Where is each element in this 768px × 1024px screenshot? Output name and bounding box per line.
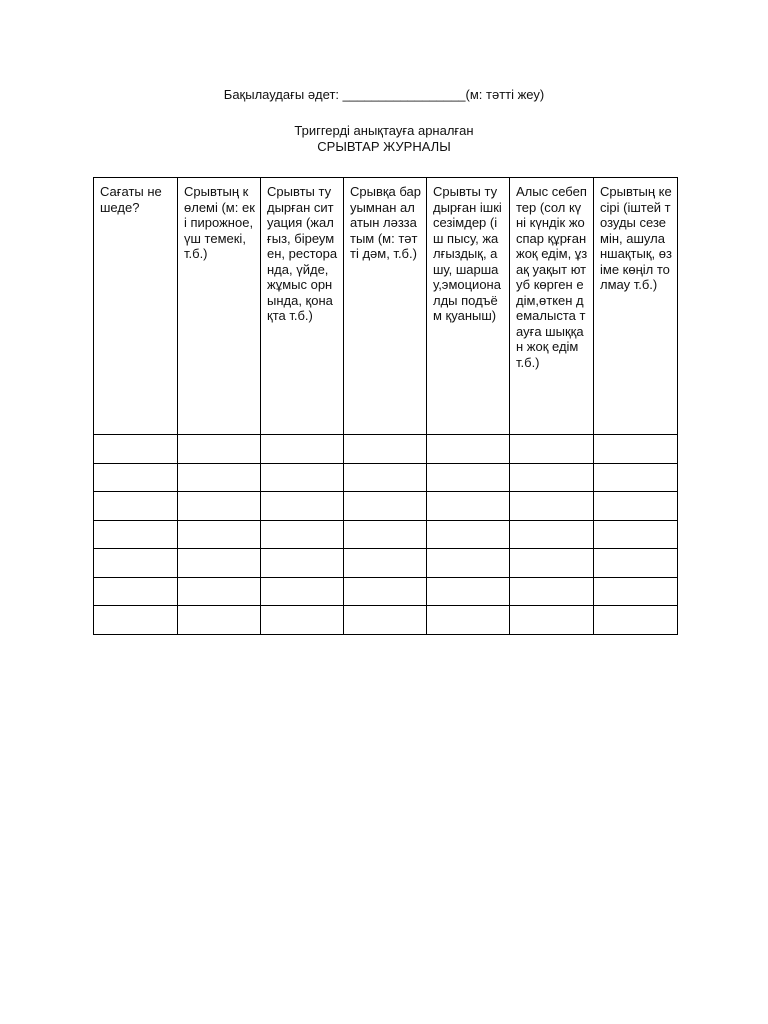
table-cell <box>594 549 678 578</box>
table-cell <box>427 577 510 606</box>
table-row <box>94 577 678 606</box>
table-cell <box>261 520 344 549</box>
table-cell <box>344 606 427 635</box>
table-row <box>94 520 678 549</box>
column-header-situation: Срывты тудырған ситуация (жалғыз, біреумен, ресторанда, үйде, жұмыс орнында, қонақта т.б.) <box>261 178 344 435</box>
table-header-row <box>94 178 678 435</box>
table-cell <box>594 577 678 606</box>
table-cell <box>178 549 261 578</box>
table-cell <box>344 463 427 492</box>
journal-title: СРЫВТАР ЖУРНАЛЫ <box>317 139 451 154</box>
table-cell <box>594 520 678 549</box>
column-header-inner-feelings: Срывты тудырған ішкі сезімдер (іш пысу, жалғыздық, ашу, шаршау,эмоционалды подъём қуаныш) <box>427 178 510 435</box>
table-cell <box>178 606 261 635</box>
column-header-amount: Срывтың көлемі (м: екі пирожное, үш темекі, т.б.) <box>178 178 261 435</box>
column-header-consequences: Срывтың кесірі (іштей тозуды сеземін, ашуланшақтық, өзіме көңіл толмау т.б.) <box>594 178 678 435</box>
table-cell <box>94 520 178 549</box>
table-row <box>94 606 678 635</box>
table-cell <box>94 463 178 492</box>
table-cell <box>427 463 510 492</box>
table-cell <box>427 492 510 521</box>
table-row <box>94 549 678 578</box>
table-cell <box>594 463 678 492</box>
table-row <box>94 463 678 492</box>
table-cell <box>178 492 261 521</box>
table-cell <box>344 549 427 578</box>
column-header-distant-causes: Алыс себептер (сол күні күндік жоспар құрған жоқ едім, ұзақ уақыт ютуб көрген едім,өткен демалыста тауға шыққан жоқ едім т.б.) <box>510 178 594 435</box>
table-cell <box>94 577 178 606</box>
table-cell <box>344 520 427 549</box>
table-cell <box>261 577 344 606</box>
table-cell <box>594 492 678 521</box>
table-cell <box>510 549 594 578</box>
table-cell <box>427 520 510 549</box>
table-cell <box>261 549 344 578</box>
table-cell <box>178 520 261 549</box>
table-cell <box>94 549 178 578</box>
tracked-habit-line: Бақылаудағы әдет: _________________(м: тәтті жеу) <box>223 87 545 102</box>
table-cell <box>510 606 594 635</box>
table-cell <box>261 463 344 492</box>
table-cell <box>427 549 510 578</box>
column-header-pleasure: Срывқа баруымнан алатын ләззатым (м: тәтті дәм, т.б.) <box>344 178 427 435</box>
table-cell <box>94 492 178 521</box>
table-cell <box>178 577 261 606</box>
table-cell <box>427 606 510 635</box>
table-cell <box>261 606 344 635</box>
table-cell <box>510 435 594 464</box>
table-cell <box>427 435 510 464</box>
table-cell <box>178 435 261 464</box>
table-row <box>94 492 678 521</box>
table-cell <box>510 463 594 492</box>
table-cell <box>510 492 594 521</box>
table-cell <box>178 463 261 492</box>
relapse-journal-table <box>93 177 678 635</box>
journal-subtitle: Триггерді анықтауға арналған <box>294 123 474 138</box>
table-cell <box>594 435 678 464</box>
table-cell <box>344 435 427 464</box>
table-cell <box>344 492 427 521</box>
table-cell <box>594 606 678 635</box>
table-cell <box>344 577 427 606</box>
table-cell <box>510 520 594 549</box>
table-cell <box>261 492 344 521</box>
table-row <box>94 435 678 464</box>
table-cell <box>94 435 178 464</box>
column-header-time: Сағаты нешеде? <box>94 178 178 435</box>
table-cell <box>510 577 594 606</box>
table-body <box>94 435 678 635</box>
table-cell <box>94 606 178 635</box>
table-cell <box>261 435 344 464</box>
